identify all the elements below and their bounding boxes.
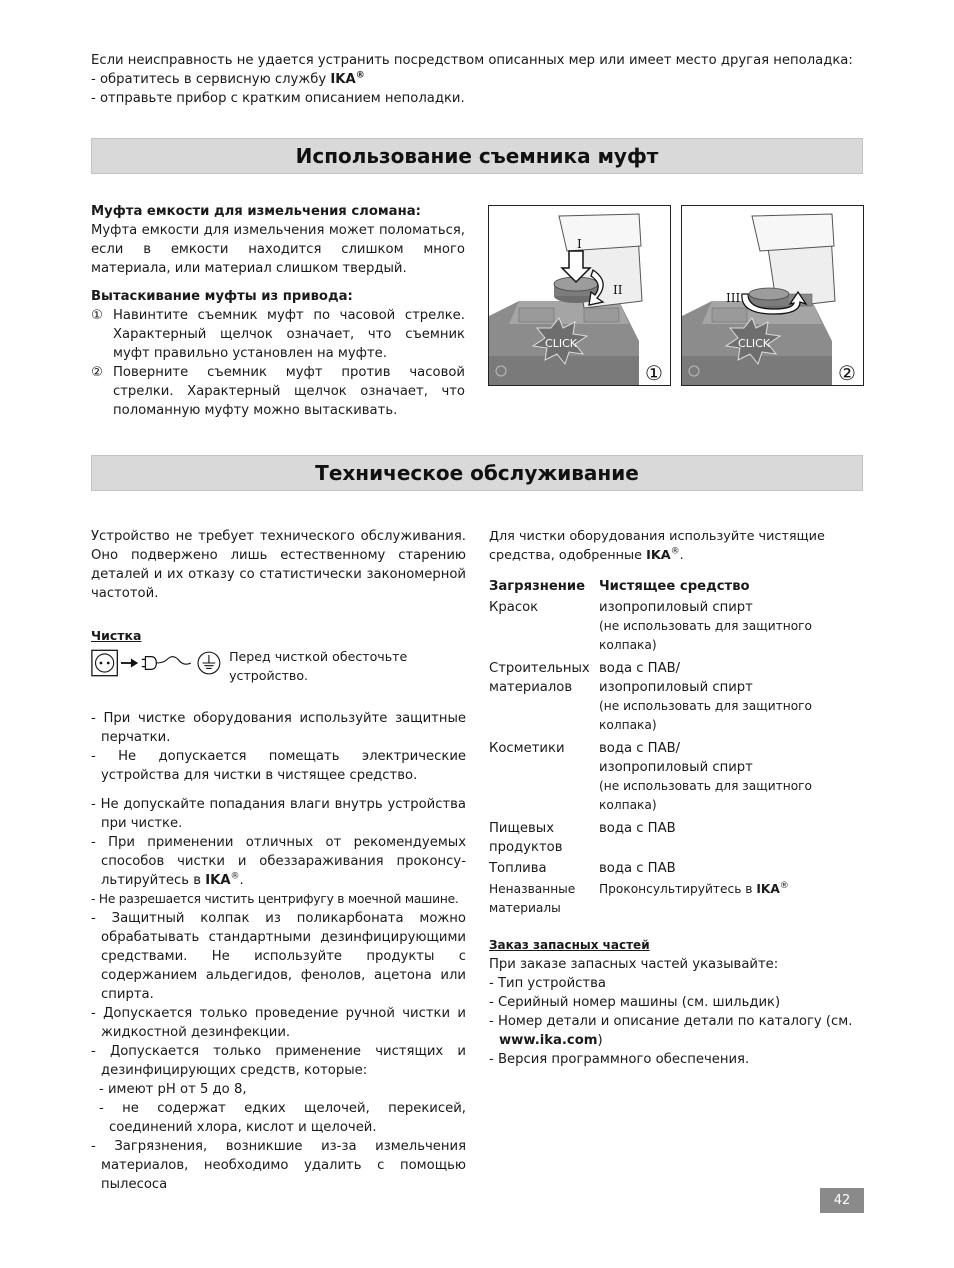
label-ii: II	[613, 283, 623, 297]
table-row: Строительных материалов вода с ПАВ/ изопропиловый спирт (не использовать для защитного колпака)	[489, 661, 813, 732]
click-label-2: CLICK	[738, 337, 770, 350]
table-row: Неназванные материалы Проконсультируйтесь в IKA®	[489, 880, 789, 915]
brand-ika: IKA	[646, 548, 671, 563]
section-title-coupling-remover: Использование съемника муфт	[91, 138, 863, 174]
blender-illustration-1	[489, 206, 671, 386]
maintenance-left-column	[91, 527, 466, 1194]
cleaning-bullets-b	[91, 795, 466, 1194]
bullet-no-immerse: - Не допускается помещать электрические устройства для чистки в чистящее средство.	[91, 749, 466, 783]
intro-line-3: - отправьте прибор с кратким описанием неполадки.	[91, 91, 465, 106]
figure-number-2: ②	[838, 361, 856, 385]
step-2-text: Поверните съемник муфт против часовой стрелки. Характерный щелчок означает, что поломанную муфту можно вытаскивать.	[113, 365, 465, 418]
cleaning-bullets-a	[91, 709, 466, 785]
subtitle-remove-coupling: Вытаскивание муфты из привода:	[91, 289, 353, 304]
table-row: Косметики вода с ПАВ/ изопропиловый спирт (не использовать для защитного колпака)	[489, 741, 813, 812]
bullet-approved-agents: - Допускается только применение чистящих и дезинфицирующих средств, которые:	[91, 1044, 466, 1078]
subtitle-broken-coupling: Муфта емкости для измельчения сломана:	[91, 204, 421, 219]
unplug-notice	[91, 647, 466, 685]
step-1	[91, 306, 465, 363]
click-label-1: CLICK	[545, 337, 577, 350]
intro-block	[91, 51, 871, 108]
unplug-text: Перед чисткой обесточьте устройство.	[229, 649, 408, 683]
brand-ika: IKA	[205, 873, 231, 888]
figure-step-2	[681, 205, 864, 386]
cleaning-agents-table	[489, 577, 864, 920]
maintenance-intro: Устройство не требует технического обслуживания. Оно подвержено лишь естественному старению деталей и их отказу со статистически закономерной частотой.	[91, 529, 466, 601]
table-row: Красок изопропиловый спирт (не использовать для защитного колпака)	[489, 600, 813, 652]
table-row: Пищевых продуктов вода с ПАВ	[489, 821, 676, 855]
table-header-dirt: Загрязнение	[489, 579, 586, 594]
spare-parts-intro: При заказе запасных частей указывайте:	[489, 957, 779, 972]
step-2-marker: ②	[91, 365, 103, 380]
bullet-consult: - При применении отличных от рекомендуемых способов чистки и обеззараживания проконсу-льтируйтесь в IKA®.	[91, 835, 466, 888]
spare-item-type: - Тип устройства	[489, 976, 606, 991]
bullet-centrifuge: - Не разрешается чистить центрифугу в моечной машине.	[91, 892, 459, 906]
brand-ika: IKA	[756, 882, 780, 896]
sub-bullet-ph: - имеют pH от 5 до 8,	[99, 1082, 247, 1097]
step-1-marker: ①	[91, 308, 103, 323]
intro-line-2: - обратитесь в сервисную службу IKA®	[91, 70, 365, 87]
brand-ika: IKA	[330, 72, 356, 87]
coupling-text-block	[91, 202, 465, 420]
blender-illustration-2	[682, 206, 864, 386]
section-title-maintenance: Техническое обслуживание	[91, 455, 863, 491]
cleaning-title: Чистка	[91, 628, 142, 643]
unplug-icon	[91, 647, 227, 679]
label-i: I	[577, 237, 582, 251]
bullet-gloves: - При чистке оборудования используйте защитные перчатки.	[91, 711, 466, 745]
figure-step-1	[488, 205, 671, 386]
step-2	[91, 363, 465, 420]
figure-number-1: ①	[645, 361, 663, 385]
bullet-vacuum: - Загрязнения, возникшие из-за измельчения материалов, необходимо удалить с помощью пылесоса	[91, 1139, 466, 1192]
page-number: 42	[820, 1188, 864, 1213]
approved-agents-intro: Для чистки оборудования используйте чистящие средства, одобренные IKA®.	[489, 529, 825, 563]
bullet-polycarbonate: - Защитный колпак из поликарбоната можно обрабатывать стандартными дезинфицирующими средствами. Не используйте продукты с содержанием альдегидов, фенолов, ацетона или спирта.	[91, 911, 466, 1002]
sub-bullet-no-alkali: - не содержат едких щелочей, перекисей, соединений хлора, кислот и щелочей.	[99, 1101, 466, 1135]
spare-item-url-line: www.ika.com)	[499, 1033, 603, 1048]
spare-parts-title: Заказ запасных частей	[489, 938, 650, 952]
label-iii: III	[726, 291, 741, 305]
table-header-row	[489, 577, 864, 598]
intro-line-1: Если неисправность не удается устранить посредством описанных мер или имеет место другая неполадка:	[91, 53, 853, 68]
spare-item-part-number: - Номер детали и описание детали по каталогу (см.	[489, 1014, 853, 1029]
table-header-agent: Чистящее средство	[599, 579, 750, 594]
table-row: Топлива вода с ПАВ	[489, 861, 676, 876]
bullet-manual-cleaning: - Допускается только проведение ручной чистки и жидкостной дезинфекции.	[91, 1006, 466, 1040]
bullet-no-moisture: - Не допускайте попадания влаги внутрь устройства при чистке.	[91, 797, 466, 831]
step-1-text: Навинтите съемник муфт по часовой стрелке. Характерный щелчок означает, что съемник муфт правильно установлен на муфте.	[113, 308, 465, 361]
spare-item-software: - Версия программного обеспечения.	[489, 1052, 750, 1067]
maintenance-right-column	[489, 527, 864, 1069]
spare-item-serial: - Серийный номер машины (см. шильдик)	[489, 995, 781, 1010]
ika-website-link[interactable]: www.ika.com	[499, 1033, 598, 1048]
broken-coupling-text: Муфта емкости для измельчения может поломаться, если в емкости находится слишком много материала, или материал слишком твердый.	[91, 223, 465, 276]
